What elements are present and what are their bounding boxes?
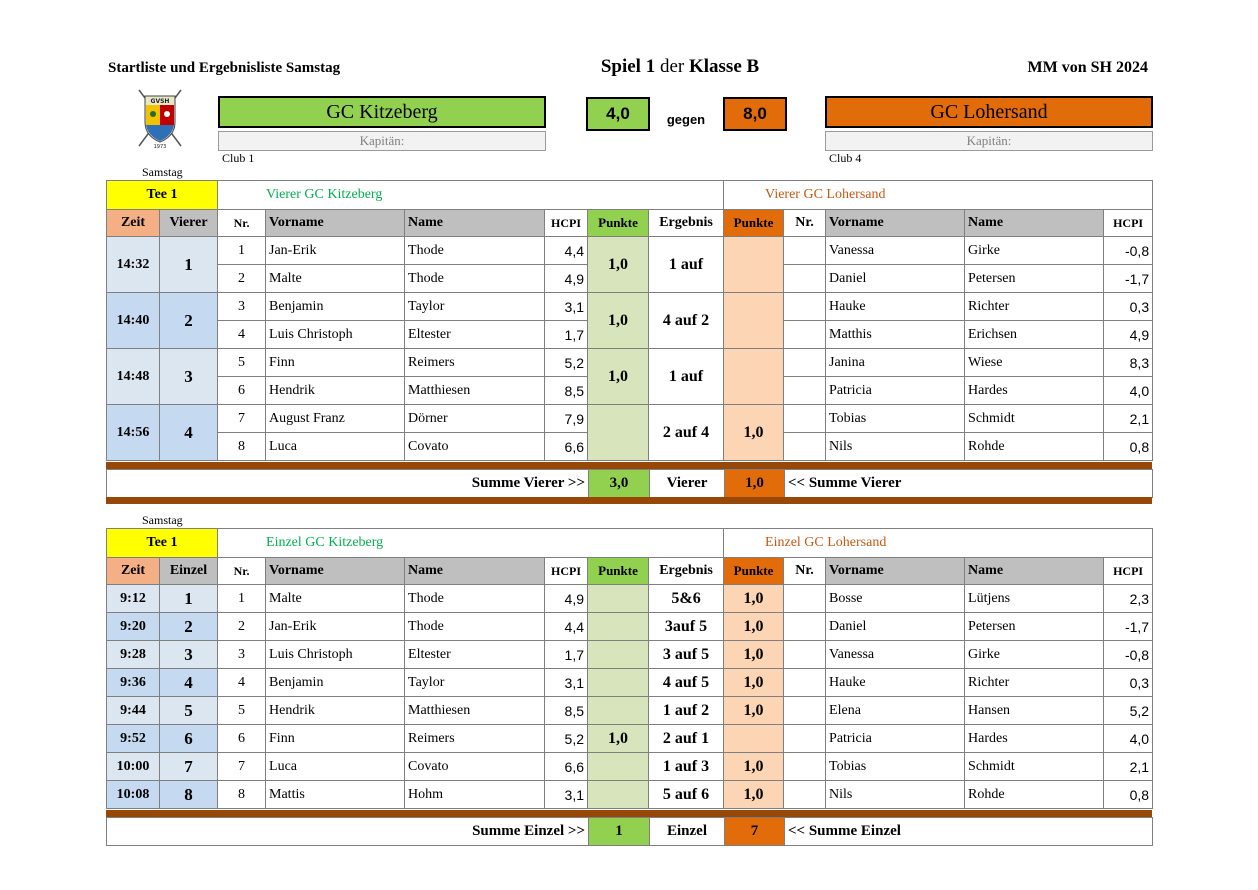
player-nr: 7	[218, 753, 266, 781]
home-points	[588, 781, 649, 809]
away-player-vorname: Tobias	[826, 405, 965, 433]
logo-text-bottom: 1973	[153, 144, 167, 150]
col-nr-away: Nr.	[784, 210, 826, 237]
player-vorname: Benjamin	[266, 669, 405, 697]
away-player-vorname: Vanessa	[826, 641, 965, 669]
player-vorname: Hendrik	[266, 377, 405, 405]
player-name: Taylor	[405, 669, 545, 697]
player-vorname: August Franz	[266, 405, 405, 433]
player-nr: 3	[218, 293, 266, 321]
away-player-nr	[784, 293, 826, 321]
away-player-hcpi: 2,1	[1104, 405, 1153, 433]
away-points: 1,0	[724, 613, 784, 641]
col-vorname-home: Vorname	[266, 210, 405, 237]
match-result: 1 auf	[649, 349, 724, 405]
col-nr-home: Nr.	[218, 558, 266, 585]
player-name: Thode	[405, 237, 545, 265]
player-nr: 6	[218, 377, 266, 405]
vierer-player-row	[107, 293, 1153, 321]
away-club-label: Club 4	[829, 151, 862, 165]
away-player-hcpi: 8,3	[1104, 349, 1153, 377]
away-player-vorname: Patricia	[826, 377, 965, 405]
player-name: Matthiesen	[405, 377, 545, 405]
col-name-away: Name	[965, 210, 1104, 237]
home-points: 1,0	[588, 725, 649, 753]
away-points	[724, 293, 784, 349]
away-player-vorname: Daniel	[826, 265, 965, 293]
player-nr: 4	[218, 669, 266, 697]
col-nr-away: Nr.	[784, 558, 826, 585]
away-player-name: Hardes	[965, 377, 1104, 405]
player-name: Thode	[405, 265, 545, 293]
player-hcpi: 5,2	[545, 725, 588, 753]
match-time: 9:20	[107, 613, 160, 641]
player-hcpi: 3,1	[545, 293, 588, 321]
einzel-player-row	[107, 725, 1153, 753]
player-nr: 2	[218, 265, 266, 293]
away-points: 1,0	[724, 669, 784, 697]
player-name: Eltester	[405, 321, 545, 349]
summe-vierer-home: 3,0	[589, 470, 650, 498]
match-number: Spiel 1	[600, 56, 656, 77]
away-player-vorname: Patricia	[826, 725, 965, 753]
away-player-nr	[784, 433, 826, 461]
away-player-hcpi: -1,7	[1104, 265, 1153, 293]
vierer-away-title: Vierer GC Lohersand	[724, 181, 1153, 210]
player-hcpi: 8,5	[545, 697, 588, 725]
away-player-nr	[784, 641, 826, 669]
player-vorname: Luca	[266, 753, 405, 781]
player-vorname: Malte	[266, 585, 405, 613]
player-vorname: Jan-Erik	[266, 613, 405, 641]
einzel-player-row	[107, 781, 1153, 809]
player-name: Covato	[405, 433, 545, 461]
away-player-vorname: Janina	[826, 349, 965, 377]
player-vorname: Malte	[266, 265, 405, 293]
player-name: Thode	[405, 585, 545, 613]
away-player-name: Rohde	[965, 433, 1104, 461]
player-vorname: Luis Christoph	[266, 321, 405, 349]
summe-einzel-away: 7	[725, 818, 785, 846]
match-number: 4	[160, 669, 218, 697]
col-punkte-home: Punkte	[588, 558, 649, 585]
player-hcpi: 4,9	[545, 585, 588, 613]
match-result: 2 auf 1	[649, 725, 724, 753]
away-points	[724, 725, 784, 753]
match-time: 9:12	[107, 585, 160, 613]
away-player-nr	[784, 405, 826, 433]
match-class: Klasse B	[688, 56, 760, 77]
player-hcpi: 5,2	[545, 349, 588, 377]
away-player-nr	[784, 781, 826, 809]
match-time: 9:52	[107, 725, 160, 753]
player-name: Dörner	[405, 405, 545, 433]
away-player-name: Lütjens	[965, 585, 1104, 613]
player-nr: 8	[218, 781, 266, 809]
col-name-home: Name	[405, 558, 545, 585]
away-points: 1,0	[724, 641, 784, 669]
match-result: 3 auf 5	[649, 641, 724, 669]
player-nr: 5	[218, 349, 266, 377]
away-player-name: Schmidt	[965, 405, 1104, 433]
col-vorname-away: Vorname	[826, 210, 965, 237]
player-name: Thode	[405, 613, 545, 641]
away-player-nr	[784, 613, 826, 641]
summe-einzel-home: 1	[589, 818, 650, 846]
match-time: 14:40	[107, 293, 160, 349]
einzel-day-label: Samstag	[142, 513, 183, 527]
away-player-hcpi: 0,8	[1104, 433, 1153, 461]
match-result: 2 auf 4	[649, 405, 724, 461]
col-hcpi-home: HCPI	[545, 210, 588, 237]
away-player-vorname: Tobias	[826, 753, 965, 781]
vierer-bottom-bar	[106, 497, 1152, 504]
player-nr: 8	[218, 433, 266, 461]
away-player-name: Girke	[965, 641, 1104, 669]
player-hcpi: 3,1	[545, 781, 588, 809]
away-player-hcpi: 0,8	[1104, 781, 1153, 809]
player-hcpi: 8,5	[545, 377, 588, 405]
einzel-table	[106, 528, 1153, 809]
championship-title: MM von SH 2024	[1027, 59, 1148, 76]
match-number: 2	[160, 293, 218, 349]
player-nr: 2	[218, 613, 266, 641]
away-player-name: Richter	[965, 293, 1104, 321]
einzel-divider-bar	[106, 810, 1152, 817]
match-number: 5	[160, 697, 218, 725]
away-points	[724, 237, 784, 293]
player-name: Reimers	[405, 349, 545, 377]
away-player-vorname: Hauke	[826, 669, 965, 697]
player-hcpi: 1,7	[545, 321, 588, 349]
match-number: 3	[160, 349, 218, 405]
player-nr: 5	[218, 697, 266, 725]
player-nr: 1	[218, 585, 266, 613]
einzel-player-row	[107, 669, 1153, 697]
match-number: 6	[160, 725, 218, 753]
match-time: 14:48	[107, 349, 160, 405]
home-club-label: Club 1	[222, 151, 255, 165]
player-vorname: Mattis	[266, 781, 405, 809]
away-player-hcpi: -1,7	[1104, 613, 1153, 641]
col-zeit: Zeit	[107, 558, 160, 585]
home-points: 1,0	[588, 349, 649, 405]
player-name: Eltester	[405, 641, 545, 669]
match-number: 8	[160, 781, 218, 809]
home-total-score: 4,0	[586, 97, 650, 131]
einzel-player-row	[107, 585, 1153, 613]
player-name: Covato	[405, 753, 545, 781]
player-nr: 4	[218, 321, 266, 349]
match-number: 1	[160, 585, 218, 613]
away-player-nr	[784, 265, 826, 293]
player-name: Taylor	[405, 293, 545, 321]
summe-vierer-away: 1,0	[725, 470, 785, 498]
vierer-table	[106, 180, 1153, 461]
match-result: 3auf 5	[649, 613, 724, 641]
away-team-name: GC Lohersand	[825, 96, 1153, 128]
match-title	[560, 56, 800, 78]
match-connector: der	[659, 56, 685, 77]
away-total-score: 8,0	[723, 97, 787, 131]
away-points: 1,0	[724, 405, 784, 461]
einzel-player-row	[107, 753, 1153, 781]
col-hcpi-away: HCPI	[1104, 210, 1153, 237]
match-number: 7	[160, 753, 218, 781]
home-points	[588, 613, 649, 641]
player-hcpi: 4,9	[545, 265, 588, 293]
vierer-home-title: Vierer GC Kitzeberg	[218, 181, 724, 210]
home-kapitan-field[interactable]: Kapitän:	[218, 131, 546, 151]
match-result: 1 auf	[649, 237, 724, 293]
col-punkte-away: Punkte	[724, 558, 784, 585]
player-nr: 7	[218, 405, 266, 433]
home-points	[588, 405, 649, 461]
summe-vierer-mid: Vierer	[650, 470, 725, 498]
einzel-player-row	[107, 697, 1153, 725]
summe-vierer-label-right: << Summe Vierer	[785, 470, 1153, 498]
match-time: 9:44	[107, 697, 160, 725]
away-player-name: Schmidt	[965, 753, 1104, 781]
away-player-name: Rohde	[965, 781, 1104, 809]
sheet-subtitle: Startliste und Ergebnisliste Samstag	[108, 60, 341, 76]
col-name-home: Name	[405, 210, 545, 237]
col-hcpi-away: HCPI	[1104, 558, 1153, 585]
player-hcpi: 6,6	[545, 433, 588, 461]
player-vorname: Jan-Erik	[266, 237, 405, 265]
einzel-home-title: Einzel GC Kitzeberg	[218, 529, 724, 558]
logo-text-top: GVSH	[150, 98, 170, 105]
away-player-vorname: Nils	[826, 781, 965, 809]
player-name: Matthiesen	[405, 697, 545, 725]
player-vorname: Hendrik	[266, 697, 405, 725]
away-player-name: Hardes	[965, 725, 1104, 753]
away-player-name: Hansen	[965, 697, 1104, 725]
match-result: 1 auf 3	[649, 753, 724, 781]
away-player-name: Erichsen	[965, 321, 1104, 349]
player-hcpi: 1,7	[545, 641, 588, 669]
match-result: 1 auf 2	[649, 697, 724, 725]
away-player-nr	[784, 753, 826, 781]
player-hcpi: 4,4	[545, 613, 588, 641]
away-kapitan-field[interactable]: Kapitän:	[825, 131, 1153, 151]
summe-vierer-label-left: Summe Vierer >>	[107, 470, 589, 498]
col-punkte-home: Punkte	[588, 210, 649, 237]
match-time: 10:00	[107, 753, 160, 781]
player-hcpi: 7,9	[545, 405, 588, 433]
einzel-player-row	[107, 613, 1153, 641]
match-number: 3	[160, 641, 218, 669]
away-player-hcpi: 0,3	[1104, 669, 1153, 697]
col-hcpi-home: HCPI	[545, 558, 588, 585]
away-player-vorname: Bosse	[826, 585, 965, 613]
home-points	[588, 753, 649, 781]
away-player-hcpi: -0,8	[1104, 237, 1153, 265]
away-player-nr	[784, 697, 826, 725]
away-points	[724, 349, 784, 405]
summe-einzel-label-left: Summe Einzel >>	[107, 818, 589, 846]
away-player-vorname: Nils	[826, 433, 965, 461]
away-player-vorname: Elena	[826, 697, 965, 725]
away-player-hcpi: 4,0	[1104, 725, 1153, 753]
einzel-summary-row	[106, 817, 1153, 846]
col-zeit: Zeit	[107, 210, 160, 237]
away-points: 1,0	[724, 585, 784, 613]
match-time: 14:32	[107, 237, 160, 293]
vierer-player-row	[107, 405, 1153, 433]
home-points	[588, 669, 649, 697]
einzel-away-title: Einzel GC Lohersand	[724, 529, 1153, 558]
away-player-vorname: Matthis	[826, 321, 965, 349]
match-result: 5 auf 6	[649, 781, 724, 809]
player-hcpi: 3,1	[545, 669, 588, 697]
away-points: 1,0	[724, 697, 784, 725]
vierer-tee-label: Tee 1	[107, 181, 218, 210]
vierer-summary-row	[106, 469, 1153, 498]
match-number: 4	[160, 405, 218, 461]
match-result: 4 auf 5	[649, 669, 724, 697]
away-player-hcpi: 5,2	[1104, 697, 1153, 725]
col-ergebnis: Ergebnis	[649, 210, 724, 237]
away-player-hcpi: 0,3	[1104, 293, 1153, 321]
versus-label: gegen	[666, 112, 706, 127]
col-nr-home: Nr.	[218, 210, 266, 237]
col-vierer: Vierer	[160, 210, 218, 237]
home-points: 1,0	[588, 237, 649, 293]
player-nr: 3	[218, 641, 266, 669]
summe-einzel-mid: Einzel	[650, 818, 725, 846]
match-time: 14:56	[107, 405, 160, 461]
col-vorname-home: Vorname	[266, 558, 405, 585]
away-player-nr	[784, 377, 826, 405]
away-player-nr	[784, 669, 826, 697]
col-einzel: Einzel	[160, 558, 218, 585]
einzel-player-row	[107, 641, 1153, 669]
match-time: 10:08	[107, 781, 160, 809]
away-player-hcpi: 4,0	[1104, 377, 1153, 405]
player-name: Hohm	[405, 781, 545, 809]
away-player-name: Petersen	[965, 613, 1104, 641]
away-player-nr	[784, 725, 826, 753]
vierer-player-row	[107, 349, 1153, 377]
player-vorname: Luca	[266, 433, 405, 461]
home-points	[588, 585, 649, 613]
home-points	[588, 697, 649, 725]
away-player-vorname: Vanessa	[826, 237, 965, 265]
match-time: 9:36	[107, 669, 160, 697]
vierer-divider-bar	[106, 462, 1152, 469]
away-player-hcpi: 2,1	[1104, 753, 1153, 781]
away-player-hcpi: 2,3	[1104, 585, 1153, 613]
away-player-vorname: Hauke	[826, 293, 965, 321]
away-player-name: Richter	[965, 669, 1104, 697]
away-player-nr	[784, 237, 826, 265]
einzel-tee-label: Tee 1	[107, 529, 218, 558]
col-ergebnis: Ergebnis	[649, 558, 724, 585]
away-player-nr	[784, 349, 826, 377]
match-number: 2	[160, 613, 218, 641]
summe-einzel-label-right: << Summe Einzel	[785, 818, 1153, 846]
player-name: Reimers	[405, 725, 545, 753]
player-vorname: Finn	[266, 349, 405, 377]
away-player-name: Wiese	[965, 349, 1104, 377]
home-points	[588, 641, 649, 669]
match-result: 5&6	[649, 585, 724, 613]
home-team-name: GC Kitzeberg	[218, 96, 546, 128]
col-name-away: Name	[965, 558, 1104, 585]
away-player-name: Petersen	[965, 265, 1104, 293]
match-number: 1	[160, 237, 218, 293]
away-player-hcpi: -0,8	[1104, 641, 1153, 669]
away-player-vorname: Daniel	[826, 613, 965, 641]
away-player-hcpi: 4,9	[1104, 321, 1153, 349]
player-vorname: Luis Christoph	[266, 641, 405, 669]
match-time: 9:28	[107, 641, 160, 669]
player-vorname: Finn	[266, 725, 405, 753]
gvsh-logo	[135, 88, 185, 150]
player-hcpi: 6,6	[545, 753, 588, 781]
away-player-nr	[784, 585, 826, 613]
away-player-nr	[784, 321, 826, 349]
away-points: 1,0	[724, 781, 784, 809]
player-nr: 6	[218, 725, 266, 753]
vierer-day-label: Samstag	[142, 165, 183, 179]
player-hcpi: 4,4	[545, 237, 588, 265]
away-points: 1,0	[724, 753, 784, 781]
col-vorname-away: Vorname	[826, 558, 965, 585]
player-vorname: Benjamin	[266, 293, 405, 321]
away-player-name: Girke	[965, 237, 1104, 265]
home-points: 1,0	[588, 293, 649, 349]
vierer-player-row	[107, 237, 1153, 265]
col-punkte-away: Punkte	[724, 210, 784, 237]
player-nr: 1	[218, 237, 266, 265]
match-result: 4 auf 2	[649, 293, 724, 349]
